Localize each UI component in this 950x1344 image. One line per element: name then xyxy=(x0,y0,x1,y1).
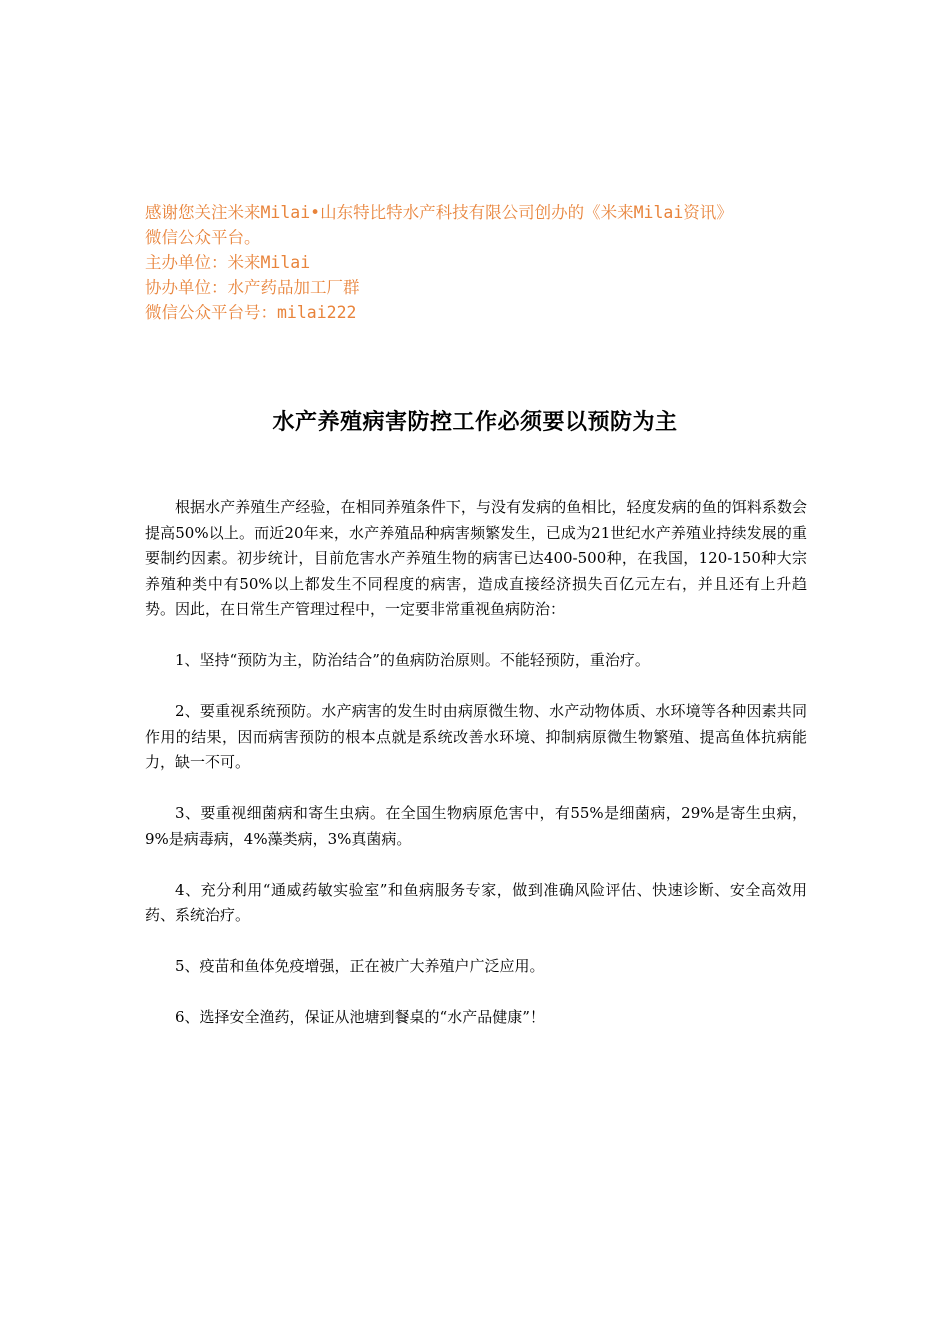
point-3: 3、要重视细菌病和寄生虫病。在全国生物病原危害中，有55%是细菌病，29%是寄生虫病，9%是病毒病，4%藻类病，3%真菌病。 xyxy=(145,804,807,848)
article-body xyxy=(145,495,807,1056)
co-host-unit: 协办单位：水产药品加工厂群 xyxy=(145,278,360,297)
thanks-line: 感谢您关注米来Milai•山东特比特水产科技有限公司创办的《米来Milai资讯》 xyxy=(145,203,733,222)
wechat-account: 微信公众平台号：milai222 xyxy=(145,303,357,322)
point-5: 5、疫苗和鱼体免疫增强，正在被广大养殖户广泛应用。 xyxy=(175,957,545,975)
intro-paragraph: 根据水产养殖生产经验，在相同养殖条件下，与没有发病的鱼相比，轻度发病的鱼的饵料系数会提高50%以上。而近20年来，水产养殖品种病害频繁发生，已成为21世纪水产养殖业持续发展的重要制约因素。初步统计，目前危害水产养殖生物的病害已达400-500种，在我国，120-150种大宗养殖种类中有50%以上都发生不同程度的病害，造成直接经济损失百亿元左右，并且还有上升趋势。因此，在日常生产管理过程中，一定要非常重视鱼病防治： xyxy=(145,498,807,618)
point-2: 2、要重视系统预防。水产病害的发生时由病原微生物、水产动物体质、水环境等各种因素共同作用的结果，因而病害预防的根本点就是系统改善水环境、抑制病原微生物繁殖、提高鱼体抗病能力，缺一不可。 xyxy=(145,702,807,771)
host-unit: 主办单位：米来Milai xyxy=(145,253,311,272)
article-title: 水产养殖病害防控工作必须要以预防为主 xyxy=(272,410,678,435)
sponsor-info-block xyxy=(145,200,815,325)
point-1: 1、坚持“预防为主，防治结合”的鱼病防治原则。不能轻预防，重治疗。 xyxy=(175,651,650,669)
point-4: 4、充分利用“通威药敏实验室”和鱼病服务专家，做到准确风险评估、快速诊断、安全高效用药、系统治疗。 xyxy=(145,880,807,924)
point-6: 6、选择安全渔药，保证从池塘到餐桌的“水产品健康”！ xyxy=(175,1008,545,1026)
thanks-line-continued: 微信公众平台。 xyxy=(145,228,261,247)
